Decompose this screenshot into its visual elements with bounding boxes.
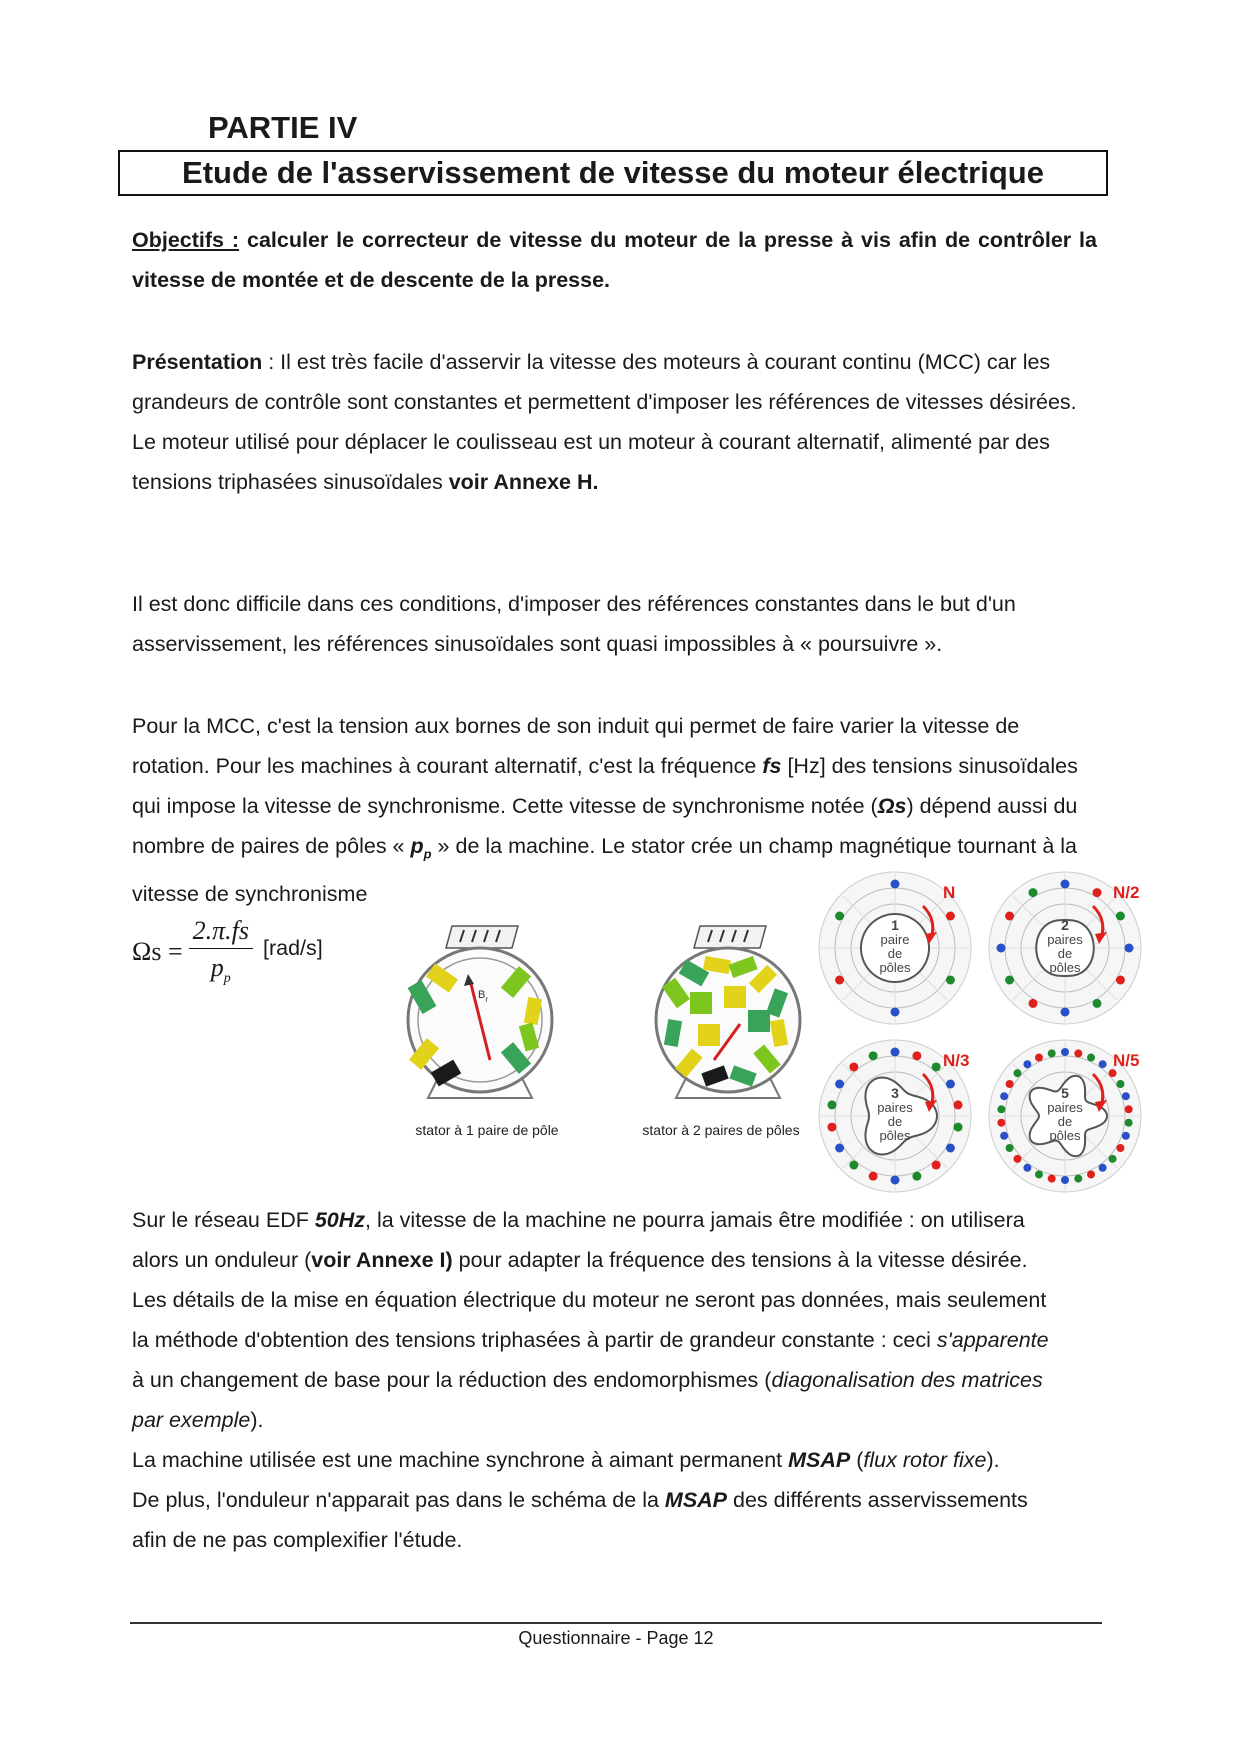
stator-dot — [997, 1105, 1005, 1113]
stator-dot — [835, 912, 844, 921]
onduleur-text-2: des différents asservissements afin de ne pas complexifier l'étude. — [132, 1488, 1028, 1552]
stator-dot — [1023, 1060, 1031, 1068]
stator-dot — [1116, 976, 1125, 985]
formula-numerator: 2.π.fs — [189, 916, 253, 949]
motor-text: Le moteur utilisé pour déplacer le coulisseau est un moteur à courant alternatif, alimenté par des tensions triphasées sinusoïdales — [132, 430, 1050, 494]
pole-pair-number: 1 — [891, 917, 899, 933]
annex-h-ref: voir Annexe H. — [448, 470, 599, 494]
stator-dot — [1061, 880, 1070, 889]
stator-dot — [954, 1100, 963, 1109]
onduleur-text-1: De plus, l'onduleur n'apparait pas dans le schéma de la — [132, 1488, 665, 1512]
stator-dot — [932, 1161, 941, 1170]
edf-text-3: pour adapter la fréquence des tensions à la vitesse désirée. — [452, 1248, 1028, 1272]
pole-diagram-5 — [985, 1036, 1145, 1196]
mcc-text-4: » de la machine. Le stator crée un champ magnétique tournant à la vitesse de synchronisme — [132, 834, 1077, 907]
section-title-box — [118, 150, 1108, 196]
stator-dot — [946, 912, 955, 921]
formula-lhs: Ωs = — [132, 936, 183, 966]
msap-term: MSAP — [788, 1448, 851, 1472]
speed-label: N/5 — [1113, 1051, 1140, 1070]
page-footer: Questionnaire - Page 12 — [518, 1628, 714, 1648]
stator-dot — [1125, 1105, 1133, 1113]
stator-dot — [1122, 1132, 1130, 1140]
stator-dot — [1122, 1092, 1130, 1100]
formula-denominator-p: p — [210, 953, 224, 982]
stator-dot — [869, 1051, 878, 1060]
stator-dot — [1006, 1080, 1014, 1088]
difficulty-paragraph: Il est donc difficile dans ces conditions, d'imposer des références constantes dans le but d'un asservissement, les références sinusoïdales sont quasi impossibles à « poursuivre ». — [132, 592, 1016, 656]
stator-dot — [1116, 1144, 1124, 1152]
stator-dot — [1116, 1080, 1124, 1088]
stator-dot — [1109, 1155, 1117, 1163]
details-italic-2: diagonalisation des matrices par exemple — [132, 1368, 1043, 1432]
stator-dot — [827, 1123, 836, 1132]
pole-label: de — [887, 946, 903, 961]
msap-italic: flux rotor fixe — [863, 1448, 987, 1472]
stator-dot — [1061, 1048, 1069, 1056]
stator-dot — [849, 1161, 858, 1170]
pole-label: pôles — [879, 960, 911, 975]
stator-dot — [1087, 1170, 1095, 1178]
omega-symbol: Ωs — [877, 794, 907, 818]
section-title: Etude de l'asservissement de vitesse du moteur électrique — [182, 155, 1044, 190]
formula-denominator-sub: p — [223, 971, 231, 987]
presentation-label: Présentation — [132, 350, 263, 374]
pole-label: de — [1057, 946, 1073, 961]
stator-dot — [1005, 976, 1014, 985]
stator-dot — [1006, 1144, 1014, 1152]
stator-dot — [997, 944, 1006, 953]
stator-dot — [835, 976, 844, 985]
stator-dot — [1029, 888, 1038, 897]
pp-symbol: p — [410, 834, 424, 858]
stator-2-terminal-box-icon — [694, 926, 766, 948]
stator-dot — [946, 1144, 955, 1153]
footer-rule — [130, 1622, 1102, 1624]
presentation-paragraph — [132, 342, 1097, 502]
details-text-1: Les détails de la mise en équation électrique du moteur ne seront pas données, mais seulement la méthode d'obtention des tensions triphasées à partir de grandeur constante : ceci — [132, 1288, 1047, 1352]
stator-dot — [1048, 1049, 1056, 1057]
pole-diagram-2 — [985, 868, 1145, 1028]
pole-pair-number: 2 — [1061, 917, 1069, 933]
part-title: PARTIE IV — [208, 110, 358, 145]
stator-2-caption: stator à 2 paires de pôles — [642, 1122, 800, 1138]
stator-dot — [1087, 1054, 1095, 1062]
edf-frequency: 50Hz — [314, 1208, 366, 1232]
stator-dot — [1074, 1049, 1082, 1057]
stator-dot — [835, 1144, 844, 1153]
formula-denominator — [211, 949, 231, 987]
stator-1-terminal-box-icon — [446, 926, 518, 948]
stator-dot — [1061, 1176, 1069, 1184]
stator-dot — [1099, 1164, 1107, 1172]
pole-label: paires — [1047, 932, 1083, 947]
objectives-text: calculer le correcteur de vitesse du moteur de la presse à vis afin de contrôler la vitesse de montée et de descente de la presse. — [132, 228, 1097, 292]
stator-dot — [1093, 888, 1102, 897]
stator-dot — [932, 1062, 941, 1071]
onduleur-msap-term: MSAP — [664, 1488, 728, 1512]
objectives-paragraph — [132, 220, 1097, 300]
stator-dot — [891, 880, 900, 889]
formula-fraction — [189, 916, 253, 987]
pole-label: paires — [877, 1100, 913, 1115]
stator-dot — [1023, 1164, 1031, 1172]
pole-label: de — [887, 1114, 903, 1129]
stator-dot — [849, 1062, 858, 1071]
speed-label: N — [943, 883, 956, 902]
speed-label: N/3 — [943, 1051, 970, 1070]
stator-dot — [1116, 912, 1125, 921]
presentation-text: : Il est très facile d'asservir la vitesse des moteurs à courant continu (MCC) car les grandeurs de contrôle sont constantes et permettent d'imposer les références de vitesses désirées. — [132, 350, 1077, 414]
stator-dot — [1035, 1054, 1043, 1062]
stator-dot — [835, 1080, 844, 1089]
pp-subscript: p — [423, 846, 432, 862]
mcc-text-3: ) dépend aussi du nombre de paires de pôles « — [132, 794, 1078, 858]
synchronism-formula — [132, 916, 323, 987]
stator-dot — [1048, 1175, 1056, 1183]
details-italic-1: s'apparente — [936, 1328, 1049, 1352]
stator-dot — [1099, 1060, 1107, 1068]
pole-pair-number: 5 — [1061, 1085, 1069, 1101]
stator-dot — [827, 1100, 836, 1109]
stator-dot — [946, 1080, 955, 1089]
stator-dot — [946, 976, 955, 985]
speed-label: N/2 — [1113, 883, 1140, 902]
msap-text-3: ). — [986, 1448, 1000, 1472]
stator-dot — [1035, 1170, 1043, 1178]
stator-dot — [1005, 912, 1014, 921]
stator-dot — [912, 1172, 921, 1181]
pole-label: de — [1057, 1114, 1073, 1129]
pole-label: pôles — [1049, 1128, 1081, 1143]
msap-text-2: ( — [850, 1448, 864, 1472]
pole-diagram-1 — [815, 868, 975, 1028]
stator-dot — [1093, 999, 1102, 1008]
pole-label: paires — [1047, 1100, 1083, 1115]
stator-dot — [997, 1119, 1005, 1127]
stator-dot — [1000, 1132, 1008, 1140]
pole-pair-number: 3 — [891, 1085, 899, 1101]
stator-dot — [1125, 1119, 1133, 1127]
stator-dot — [1109, 1069, 1117, 1077]
stator-dot — [891, 1048, 900, 1057]
stator-dot — [1125, 944, 1134, 953]
details-text-3: ). — [250, 1408, 264, 1432]
stator-dot — [1013, 1069, 1021, 1077]
pole-label: pôles — [1049, 960, 1081, 975]
msap-text-1: La machine utilisée est une machine synchrone à aimant permanent — [132, 1448, 789, 1472]
annex-i-ref: voir Annexe I) — [311, 1248, 453, 1272]
stator-dot — [912, 1051, 921, 1060]
stator-dot — [891, 1176, 900, 1185]
stator-dot — [869, 1172, 878, 1181]
formula-unit: [rad/s] — [262, 936, 323, 961]
stator-dot — [1074, 1175, 1082, 1183]
objectives-label: Objectifs : — [132, 228, 240, 252]
edf-text-2: , la vitesse de la machine ne pourra jamais être modifiée : on utilisera alors un onduleur ( — [132, 1208, 1025, 1272]
field-vector-label: $B_r$ — [478, 989, 489, 1004]
edf-paragraph — [132, 1200, 1052, 1560]
pole-label: paire — [880, 932, 910, 947]
stator-dot — [891, 1008, 900, 1017]
details-text-2: à un changement de base pour la réduction des endomorphismes ( — [132, 1368, 772, 1392]
stator-2-pairs-figure — [628, 920, 828, 1140]
stator-dot — [1029, 999, 1038, 1008]
edf-text-1: Sur le réseau EDF — [132, 1208, 315, 1232]
stator-1-pair-figure — [380, 920, 580, 1140]
stator-dot — [1000, 1092, 1008, 1100]
stator-dot — [1061, 1008, 1070, 1017]
fs-symbol: fs — [762, 754, 782, 778]
stator-dot — [1013, 1155, 1021, 1163]
pole-diagram-3 — [815, 1036, 975, 1196]
pole-label: pôles — [879, 1128, 911, 1143]
mcc-text-2: [Hz] des tensions sinusoïdales qui impose la vitesse de synchronisme. Cette vitesse de synchronisme notée ( — [132, 754, 1078, 818]
stator-dot — [954, 1123, 963, 1132]
stator-1-caption: stator à 1 paire de pôle — [415, 1122, 559, 1138]
mcc-text-1: Pour la MCC, c'est la tension aux bornes de son induit qui permet de faire varier la vitesse de rotation. Pour les machines à courant alternatif, c'est la fréquence — [132, 714, 1020, 778]
